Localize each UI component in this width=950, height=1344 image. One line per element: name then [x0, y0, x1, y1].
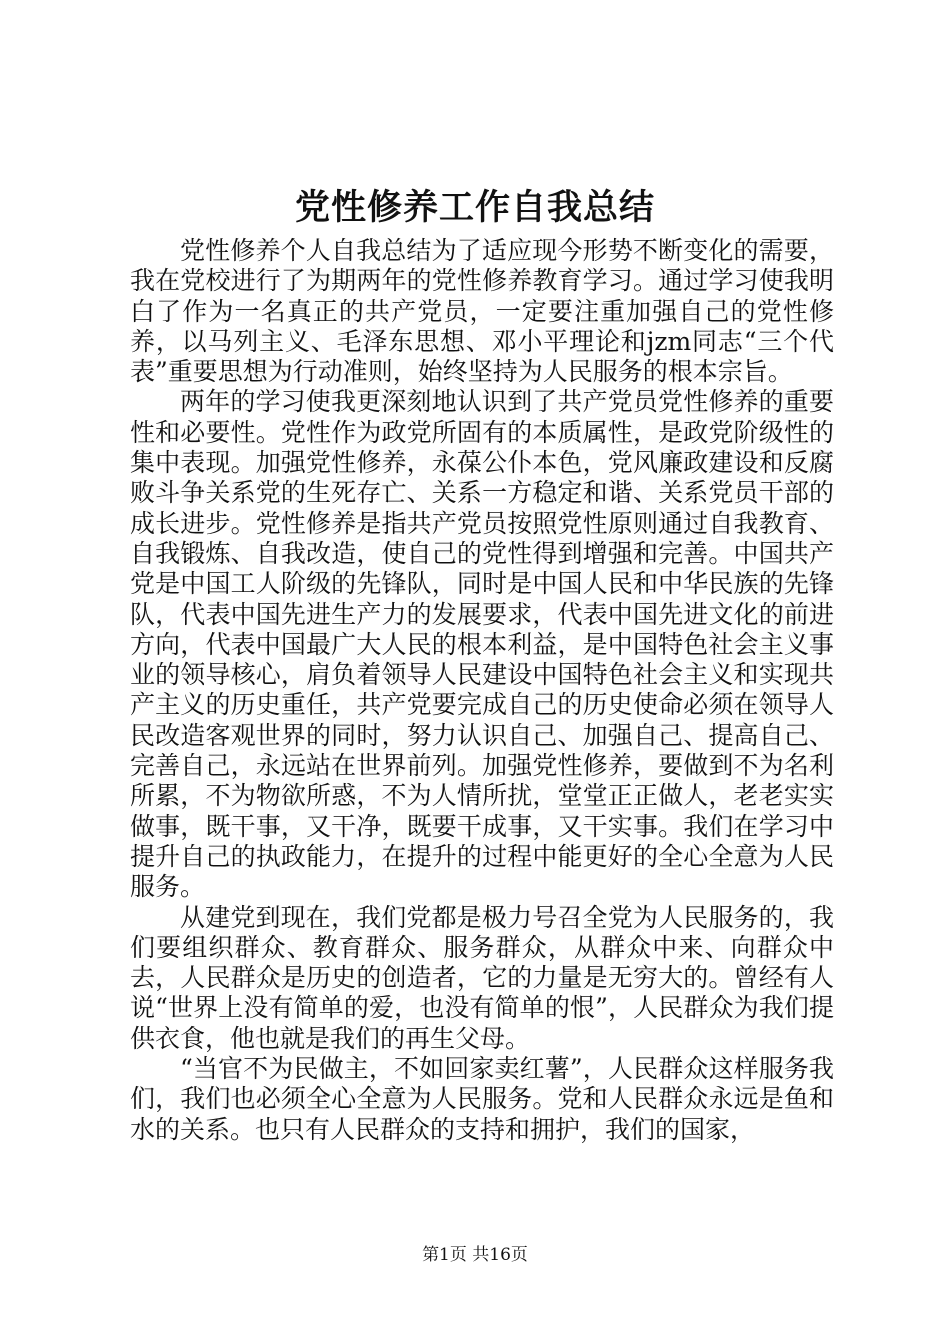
- page-number-footer: 第1页 共16页: [422, 1245, 528, 1265]
- paragraph: 党性修养个人自我总结为了适应现今形势不断变化的需要，我在党校进行了为期两年的党性修养教育学习。通过学习使我明白了作为一名真正的共产党员，一定要注重加强自己的党性修养，以马列主义、毛泽东思想、邓小平理论和jzm同志“三个代表”重要思想为行动准则，始终坚持为人民服务的根本宗旨。: [130, 236, 834, 387]
- document-body: [130, 236, 834, 1145]
- document-title: 党性修养工作自我总结: [294, 187, 655, 228]
- paragraph: 两年的学习使我更深刻地认识到了共产党员党性修养的重要性和必要性。党性作为政党所固有的本质属性，是政党阶级性的集中表现。加强党性修养，永葆公仆本色，党风廉政建设和反腐败斗争关系党的生死存亡、关系一方稳定和谐、关系党员干部的成长进步。党性修养是指共产党员按照党性原则通过自我教育、自我锻炼、自我改造，使自己的党性得到增强和完善。中国共产党是中国工人阶级的先锋队，同时是中国人民和中华民族的先锋队，代表中国先进生产力的发展要求，代表中国先进文化的前进方向，代表中国最广大人民的根本利益，是中国特色社会主义事业的领导核心，肩负着领导人民建设中国特色社会主义和实现共产主义的历史重任，共产党要完成自己的历史使命必须在领导人民改造客观世界的同时，努力认识自己、加强自己、提高自己、完善自己，永远站在世界前列。加强党性修养，要做到不为名利所累，不为物欲所惑，不为人情所扰，堂堂正正做人，老老实实做事，既干事，又干净，既要干成事，又干实事。我们在学习中提升自己的执政能力，在提升的过程中能更好的全心全意为人民服务。: [130, 387, 834, 902]
- paragraph: “当官不为民做主，不如回家卖红薯”，人民群众这样服务我们，我们也必须全心全意为人民服务。党和人民群众永远是鱼和水的关系。也只有人民群众的支持和拥护，我们的国家，: [130, 1054, 834, 1144]
- paragraph: 从建党到现在，我们党都是极力号召全党为人民服务的，我们要组织群众、教育群众、服务群众，从群众中来、向群众中去，人民群众是历史的创造者，它的力量是无穷大的。曾经有人说“世界上没有简单的爱，也没有简单的恨”，人民群众为我们提供衣食，他也就是我们的再生父母。: [130, 902, 834, 1053]
